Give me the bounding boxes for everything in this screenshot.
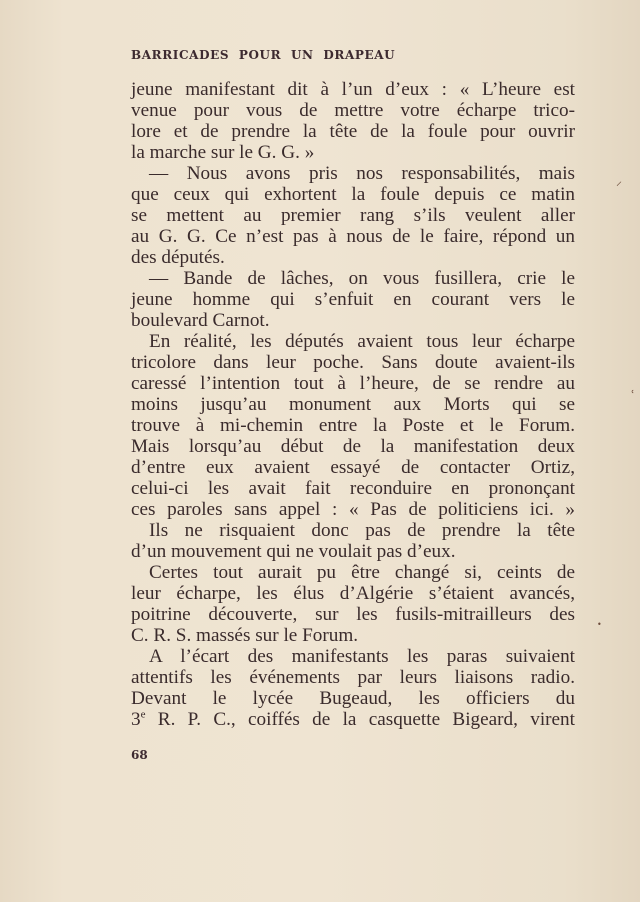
text-line: trouve à mi-chemin entre la Poste et le Forum. [131, 415, 575, 436]
text-line: boulevard Carnot. [131, 310, 270, 331]
pencil-mark-icon: ʿ [631, 388, 635, 402]
text-line: jeune manifestant dit à l’un d’eux : « L’heure est [131, 79, 575, 100]
page-number: 68 [131, 748, 148, 762]
text-line: celui-ci les avait fait reconduire en prononçant [131, 478, 575, 499]
text-line: d’un mouvement qui ne voulait pas d’eux. [131, 541, 456, 562]
text-line: des députés. [131, 247, 225, 268]
text-line: A l’écart des manifestants les paras suivaient [149, 646, 575, 667]
text-line: venue pour vous de mettre votre écharpe trico- [131, 100, 575, 121]
text-line: tricolore dans leur poche. Sans doute avaient-ils [131, 352, 575, 373]
running-head: BARRICADES POUR UN DRAPEAU [131, 48, 396, 62]
pencil-mark-icon: ⸝ [616, 174, 623, 188]
text-line: d’entre eux avaient essayé de contacter Ortiz, [131, 457, 575, 478]
text-line: attentifs les événements par leurs liaisons radio. [131, 667, 575, 688]
text-line: — Bande de lâches, on vous fusillera, crie le [149, 268, 575, 289]
text-line: au G. G. Ce n’est pas à nous de le faire, répond un [131, 226, 575, 247]
text-line: la marche sur le G. G. » [131, 142, 315, 163]
text-line: — Nous avons pris nos responsabilités, mais [149, 163, 575, 184]
text-line: Mais lorsqu’au début de la manifestation deux [131, 436, 575, 457]
text-line: En réalité, les députés avaient tous leur écharpe [149, 331, 575, 352]
speck-mark-icon: • [597, 620, 602, 629]
text-line: Ils ne risquaient donc pas de prendre la tête [149, 520, 575, 541]
text-line: poitrine découverte, sur les fusils-mitrailleurs des [131, 604, 575, 625]
text-line: lore et de prendre la tête de la foule pour ouvrir [131, 121, 575, 142]
text-line: que ceux qui exhortent la foule depuis ce matin [131, 184, 575, 205]
text-line: Devant le lycée Bugeaud, les officiers du [131, 688, 575, 709]
text-line: Certes tout aurait pu être changé si, ceints de [149, 562, 575, 583]
text-line: ces paroles sans appel : « Pas de politiciens ici. » [131, 499, 575, 520]
text-line: moins jusqu’au monument aux Morts qui se [131, 394, 575, 415]
text-line: caressé l’intention tout à l’heure, de se rendre au [131, 373, 575, 394]
text-line: se mettent au premier rang s’ils veulent aller [131, 205, 575, 226]
text-line: jeune homme qui s’enfuit en courant vers le [131, 289, 575, 310]
text-line: leur écharpe, les élus d’Algérie s’étaient avancés, [131, 583, 575, 604]
body-text [131, 79, 575, 730]
text-line: C. R. S. massés sur le Forum. [131, 625, 359, 646]
text-line: 3e R. P. C., coiffés de la casquette Bigeard, virent [131, 708, 575, 730]
